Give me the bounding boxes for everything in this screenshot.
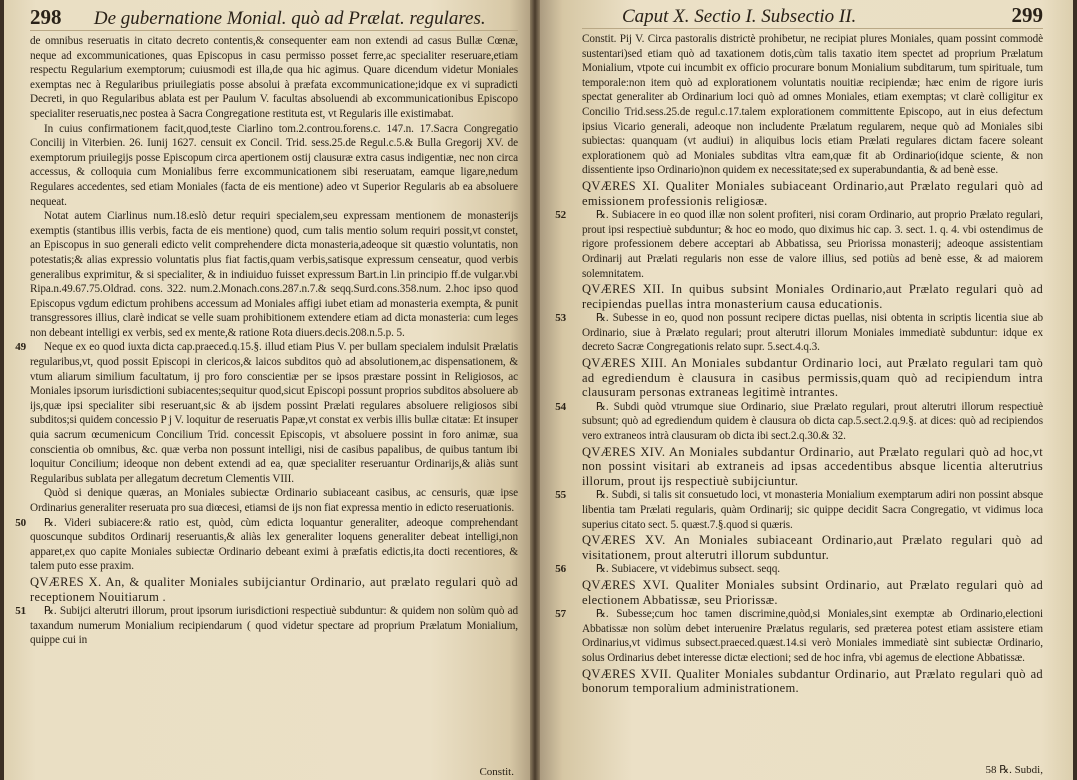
margin-number: 57 — [555, 608, 566, 621]
paragraph-text: ℞. Subijci alterutri illorum, prout ipsorum iurisdictioni respectiuè subduntur: & quidem non solùm quò ad taxandum numerum Monialium recipiendarum ( quod videtur spectare ad proprium Prælatum Monialium, quippe cui in — [30, 605, 518, 647]
paragraph-text: Notat autem Ciarlinus num.18.eslò detur requiri specialem,seu expressam mentionem de monasterijs exemptis (stantibus illis verbis, facta de eis mentione) quod, cum talis mentio solum requiri possit,vt constet, an Episcopus in suo generali edicto velit comprehendere dicta monasteria,adeoque sit quæstio voluntatis, non potestatis;& alias expressio voluntatis plus fiat factis,quam verbis,satisque expressum censeatur, quod verbis generalibus exprimitur, & si specialiter, & in indiuiduo fuisset expressum Bart.in l.in principio ff.de vulgar.vbi Ripa.n.49.67.75.Oldrad. cons. 322. num.2.Monach.cons.287.n.7.& seqq.Surd.cons.358.num. 2.hoc ipso quod Episcopus vgdum edictum prohibens accessum ad Moniales affigi iubet etiam ad monasteria exempta, & punit transgressores illius, clarè indicat se velle suam prohibitionem extendere etiam ad dicta monasteria: cum leges non debeant intelligi ex verbis, sed ex mente,& ratione Rota diuers.decis.208.n.5.p. 5. — [30, 210, 518, 339]
left-body-text — [15, 34, 518, 648]
question-heading — [582, 179, 1043, 208]
margin-number: 51 — [15, 605, 26, 618]
question-heading — [582, 533, 1043, 562]
paragraph — [30, 122, 518, 210]
paragraph-text: QVÆRES XIV. An Moniales subdantur Ordinario, aut Prælato regulari quò ad hoc,vt non possint visitari ab extraneis ad ipsas accedentibus absque licentia alterutrius illorum, prout ijs respectiuè subijciuntur. — [582, 444, 1043, 488]
paragraph — [15, 604, 518, 648]
paragraph — [555, 488, 1043, 532]
right-catchword: 58 ℞. Subdi, — [985, 764, 1043, 776]
paragraph-text: ℞. Subdi quòd vtrumque siue Ordinario, siue Prælato regulari, prout alterutri illorum respectiuè subsunt; quò ad egrediendum quidem è clausura ob dicta cap.5.sect.2.q.9.§. at dices: quò ad recipiendos vero extraneos intrà clausuram ob dicta ibi sect.2.q.30.& 32. — [582, 400, 1043, 443]
paragraph-text: ℞. Videri subiacere:& ratio est, quòd, cùm edicta loquantur generaliter, adeoque comprehendant quoscunque subditos Ordinarij reseruantis,& aliàs lex generaliter loquens generaliter debeat intelligi,non apparet,ex quo capite Moniales subiectæ Ordinario debeant eximi à præfatis edictis,ita docti recentiores, & talem puto esse praxim. — [30, 516, 518, 573]
paragraph-text: Constit. Pij V. Circa pastoralis districtè prohibetur, ne recipiat plures Moniales, quam possint commodè sustentari)sed etiam quò ad taxationem dotis,cùm talis taxatio item spectet ad proprium Prælatum Monialium, vtpote cui incumbit ex officio procurare bonum Monialium subditarum, tum spirituale, tum temporale:non item quò ad explorationem voluntatis nouitiæ recipiendæ; hæc enim de rigore iuris spectat generaliter ab Ordinarium loci quò ad omnes Moniales, etiam exemptas; vt clarè colligitur ex Concilio Trid.sess.25.de regul.c.17.talem explorationem committente Episcopo, aut in eius defectum ipsius Vicario generali, adeoque non includente Prælatum regularem, neque quò ad Moniales sibi subiectas: quanquam (vt audiui) in aliquibus locis etiam Prælati regulares dictam facere soleant explorationem quò ad Moniales subditas vltra eam,quæ fit ab Ordinario(idque sciente, & non dissentiente ipso Ordinario)non quidem ex necessitate;sed ex superabundantia, & ad benè esse. — [582, 33, 1043, 177]
paragraph — [555, 562, 1043, 577]
paragraph-text: QVÆRES XII. In quibus subsint Moniales Ordinario,aut Prælato regulari quò ad recipiendas puellas intra monasterium causa educationis. — [582, 282, 1043, 311]
right-body-text — [555, 32, 1043, 696]
paragraph — [30, 209, 518, 340]
paragraph — [30, 34, 518, 122]
paragraph — [555, 400, 1043, 444]
margin-number: 55 — [555, 489, 566, 502]
paragraph-text: In cuius confirmationem facit,quod,teste Ciarlino tom.2.controu.forens.c. 147.n. 17.Sacra Congregatio Concilij in Viterbien. 26. Iunij 1627. censuit ex Concil. Trid. sess.25.de Regul.c.5.& Bulla Gregorij XV. de exemptorum priuilegijs posse Episcopum circa apertionem ostij clausuræ extra casus indigentiæ, nec non circa accessus, & colloquia cum Monialibus ferre excommunicationem sibi reseruatam, eamque ligare,nedum Regulares accedentes, sed etiam Moniales (facta de eis mentione) adeo vt Superior Regularis ab ea absoluere nequeat. — [30, 122, 518, 208]
paragraph-text: Quòd si denique quæras, an Moniales subiectæ Ordinario subiaceant casibus, ac censuris, quæ ipse Ordinarius generaliter reseruata pro sua diœcesi, etiamsi de ijs non fiat expressa mentio in edicto reseruationis. — [30, 487, 518, 514]
paragraph-text: QVÆRES X. An, & qualiter Moniales subijciantur Ordinario, aut prælato regulari quò ad receptionem Nouitiarum . — [30, 574, 518, 604]
right-folio: 299 — [1011, 3, 1043, 27]
left-running-title: De gubernatione Monial. quò ad Prælat. regulares. — [93, 8, 486, 29]
left-folio: 298 — [30, 5, 62, 29]
paragraph — [30, 486, 518, 515]
paragraph — [555, 208, 1043, 281]
question-heading — [582, 445, 1043, 489]
question-heading — [30, 575, 518, 604]
question-heading — [582, 667, 1043, 696]
paragraph-text: ℞. Subiacere in eo quod illæ non solent profiteri, nisi coram Ordinario, aut proprio Prælato regulari, prout ipsi respectiuè subduntur; & hoc eo modo, quo diximus hic cap. 3. sect. 1. q. 4. vbi ostendimus de rigore professionem debere acceptari ab Abbatissa, seu Priorissa monasterij; adeoque assistentiam Ordinarij aut Prælati regularis non esse de valore illius, sed potiùs ad benè esse, & ad maiorem solemnitatem. — [582, 209, 1043, 280]
question-heading — [582, 578, 1043, 607]
paragraph-text: ℞. Subesse;cum hoc tamen discrimine,quòd,si Moniales,sint exemptæ ab Ordinario,electioni Abbatissæ non solùm debet interuenire Prælatus regularis, sed præterea potest etiam assistere etiam Ordinarius,vt vidimus subsect.praeced.quæst.14.si verò Moniales immediatè sint subiectæ Ordinario, solus Ordinarius debet interesse dictæ electioni; sed de hoc infra, vbi agemus de electione Abbatissæ. — [582, 608, 1043, 664]
paragraph-text: ℞. Subesse in eo, quod non possunt recipere dictas puellas, nisi obtenta in scriptis licentia siue ab Ordinario, siue à Prælato regulari; prout alterutri illorum Moniales immediatè subduntur: idque ex decreto Sacræ Congregationis relato supr. 5.sect.4.q.3. — [582, 312, 1043, 354]
paragraph-text: QVÆRES XIII. An Moniales subdantur Ordinario loci, aut Prælato regulari tam quò ad egrediendum è clausura in casibus permissis,quam quò ad recipiendum intra clausuram personas extraneas legitimè intrantes. — [582, 356, 1043, 400]
margin-number: 56 — [555, 563, 566, 576]
margin-number: 53 — [555, 312, 566, 325]
left-catchword: Constit. — [479, 766, 514, 778]
margin-number: 50 — [15, 516, 26, 529]
paragraph — [15, 340, 518, 486]
paragraph-text: QVÆRES XVI. Qualiter Moniales subsint Ordinario, aut Prælato regulari quò ad electionem Abbatissæ, seu Priorissæ. — [582, 577, 1043, 607]
paragraph-text: ℞. Subiacere, vt videbimus subsect. seqq. — [596, 563, 780, 576]
paragraph-text: de omnibus reseruatis in citato decreto contentis,& consequenter eam non extendi ad casus Bullæ Cœnæ, neque ad excommunicationes, quas Episcopus in casu permisso posset ferre,ac specialiter reseruare,etiam respectu Regularium exemptorum; cuiusmodi est illa,de qua hic agimus. Quare dicendum videtur Moniales exemptas nec à Regularibus priuilegiatis posse absolui à præfata excommunicatione;idque ex vi supradicti Decreti, in quo Regularibus ablata est per Paulum V. facultas absoluendi ab excommunicationibus Episcopo specialiter reseruatis,nec postea à Sacra Congregatione restituta est, vt Regularis ille existimabat. — [30, 35, 518, 120]
paragraph-text: QVÆRES XI. Qualiter Moniales subiaceant Ordinario,aut Prælato regulari quò ad emissionem professionis religiosæ. — [582, 178, 1043, 208]
left-page — [4, 0, 536, 780]
question-heading — [582, 356, 1043, 400]
margin-number: 52 — [555, 209, 566, 222]
book-gutter — [530, 0, 540, 780]
right-running-head — [582, 4, 1043, 29]
margin-number: 49 — [15, 341, 26, 354]
paragraph-text: QVÆRES XVII. Qualiter Moniales subdantur Ordinario, aut Prælato regulari quò ad bonorum temporalium administrationem. — [582, 666, 1043, 696]
paragraph — [582, 32, 1043, 178]
paragraph — [555, 607, 1043, 665]
paragraph — [555, 311, 1043, 355]
paragraph-text: Neque ex eo quod iuxta dicta cap.praeced.q.15.§. illud etiam Pius V. per bullam specialem indulsit Prælatis regularibus,vt, quod possit Episcopi in clericos,& laicos subditos quò ad absolutionem,ac dispensationem, & vtum aliarum similium facultatum, ij pro foro conscientiæ per se ipsos præstare possint in Religiosos, ac Moniales ipsorum iurisdictioni subiacentes;sequitur quod,sicut Episcopi possunt proprios subditos absoluere ab ijs,quæ ipsi specialiter sibi reseruant,sic & ab ijsdem possint Prælati regulares absoluere religiosos sibi subditos;si quidem concessio P j V. loquitur de reseruatis Papæ,vt constat ex verbis illis bullæ citatæ: Et insuper quia sacrum œcumenicum Concilium Trid. concessit Episcopis, vt absoluere possint in foro animæ, sua conscientia ob omnibus, &c. quæ verba non possunt intelligi, nisi de casibus papalibus, de quibus tantum ibi loquitur Concilium; ideoque non debent extendi ad ea, quæ specialiter reseruantur Ordinarijs,& aliàs sunt Regularibus sublata per allegatum decretum Clementis VIII. — [30, 341, 518, 485]
right-page — [536, 0, 1073, 780]
paragraph — [15, 516, 518, 574]
question-heading — [582, 282, 1043, 311]
paragraph-text: ℞. Subdi, si talis sit consuetudo loci, vt monasteria Monialium exemptarum adiri non possint absque libentia tam Prælati regularis, quàm Ordinarij; sic quippe decidit Sacra Congregatio, vt vidimus loca superius citato sect. 5. quæst.7.§.quod si quæris. — [582, 489, 1043, 531]
right-running-title: Caput X. Sectio I. Subsectio II. — [622, 6, 857, 27]
margin-number: 54 — [555, 400, 566, 413]
left-running-head — [30, 6, 518, 31]
paragraph-text: QVÆRES XV. An Moniales subiaceant Ordinario,aut Prælato regulari quò ad visitationem, prout alterutri illorum subduntur. — [582, 533, 1043, 562]
